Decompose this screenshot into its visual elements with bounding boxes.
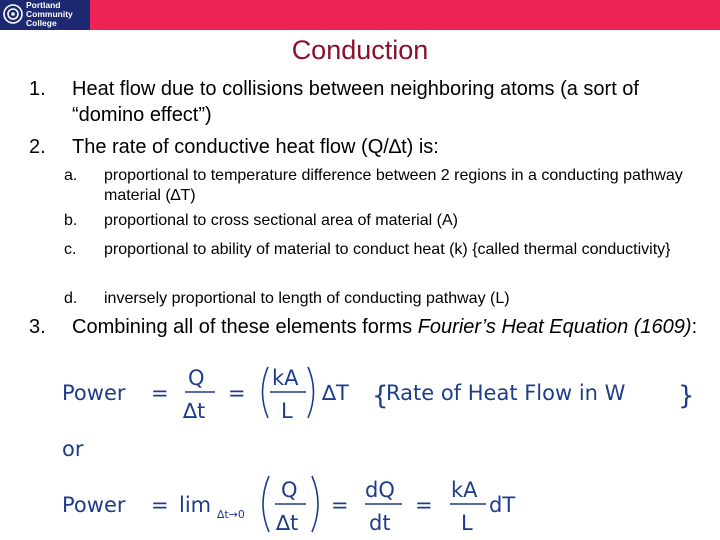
l-symbol: L — [461, 511, 473, 535]
delta-temperature-symbol: ∆T — [322, 381, 349, 405]
sub-item-text: proportional to cross sectional area of material (A) — [104, 212, 458, 229]
logo-line-1: Portland — [26, 0, 61, 10]
sub-item-letter: a. — [64, 167, 78, 184]
fourier-equations — [0, 355, 720, 540]
fourier-equation-name: Fourier’s Heat Equation (1609) — [417, 316, 692, 338]
list-item-number: 1. — [29, 78, 46, 100]
dt-symbol: dt — [369, 511, 391, 535]
list-item-number: 3. — [29, 316, 46, 338]
sub-item-text: proportional to temperature difference between 2 regions in a conducting pathway material (∆T) — [104, 167, 683, 204]
list-item-number: 2. — [29, 136, 46, 158]
logo-emblem-icon — [3, 4, 23, 24]
dtemperature-symbol: dT — [489, 493, 516, 517]
equals-sign: = — [228, 381, 246, 405]
paren-left-1-close — [308, 367, 314, 418]
lim-symbol: lim — [179, 493, 212, 517]
q-symbol: Q — [281, 478, 298, 502]
delta-t-symbol: ∆t — [276, 511, 299, 535]
ka-symbol: kA — [272, 366, 299, 390]
dq-symbol: dQ — [365, 478, 395, 502]
list-item-text: Heat flow due to collisions between neighboring atoms (a sort of “domino effect”) — [72, 78, 639, 126]
equals-sign: = — [151, 493, 169, 517]
rate-description: Rate of Heat Flow in W — [386, 381, 626, 405]
header-bar — [0, 0, 720, 30]
brace-open: { — [372, 381, 389, 411]
logo-line-3: College — [26, 18, 57, 28]
delta-t-symbol: ∆t — [183, 399, 206, 423]
equals-sign: = — [151, 381, 169, 405]
l-symbol: L — [281, 399, 293, 423]
list-item-text: Combining all of these elements forms Fourier’s Heat Equation (1609): — [72, 316, 698, 338]
paren-right-2 — [312, 476, 318, 532]
q-symbol: Q — [188, 366, 205, 390]
page-title: Conduction — [291, 35, 429, 65]
paren-left-1 — [263, 367, 269, 418]
sub-item-text: inversely proportional to length of conducting pathway (L) — [104, 290, 510, 307]
paren-left-2 — [263, 476, 269, 532]
sub-item-letter: b. — [64, 212, 78, 229]
sub-item-letter: c. — [64, 241, 77, 258]
brace-close: } — [678, 381, 695, 411]
equals-sign: = — [415, 493, 433, 517]
college-logo — [0, 0, 90, 31]
equals-sign: = — [331, 493, 349, 517]
power-label: Power — [62, 493, 126, 517]
list-item-text: The rate of conductive heat flow (Q/∆t) is: — [72, 136, 439, 158]
sub-item-letter: d. — [64, 290, 78, 307]
or-label: or — [62, 437, 84, 461]
power-label: Power — [62, 381, 126, 405]
ka-symbol: kA — [451, 478, 478, 502]
lim-subscript: ∆t→0 — [217, 508, 245, 521]
sub-item-text: proportional to ability of material to conduct heat (k) {called thermal conductivity} — [104, 241, 671, 258]
logo-line-2: Community — [26, 9, 73, 19]
